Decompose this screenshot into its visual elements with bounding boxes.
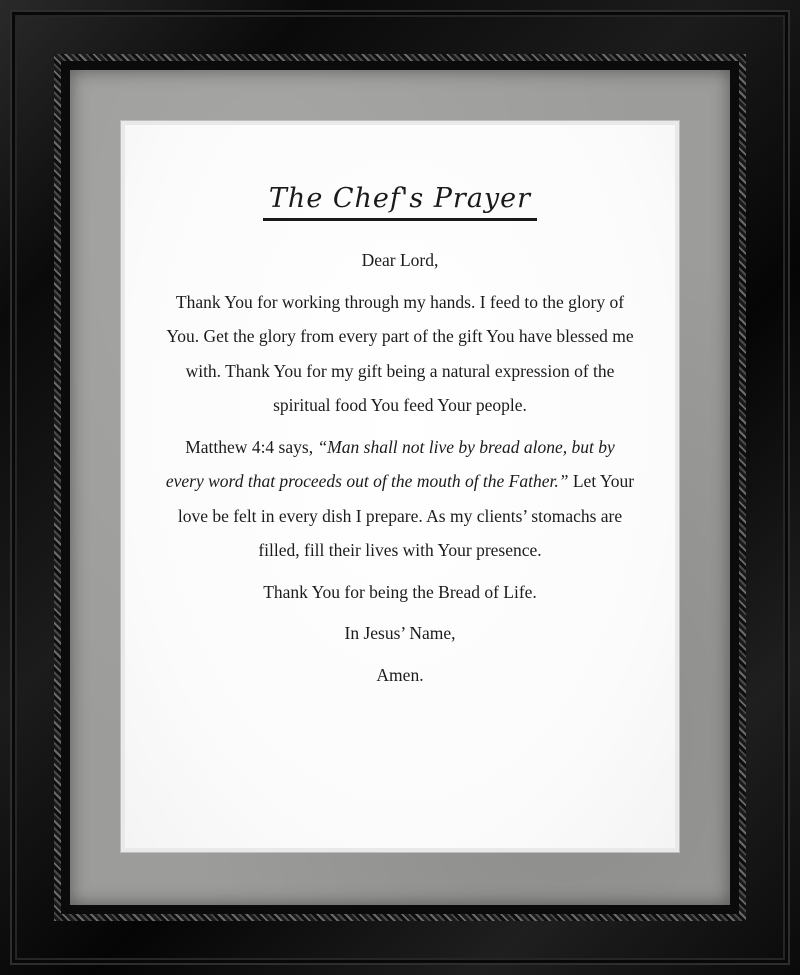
greeting: Dear Lord, <box>361 250 439 270</box>
paragraph-scripture <box>165 430 635 568</box>
scripture-rest: Let Your love be felt in every dish I prepare. As my clients’ stomachs are filled, fill their lives with Your presence. <box>177 471 635 560</box>
prayer-title <box>125 183 675 221</box>
prayer-title-text: The Chef's Prayer <box>263 183 537 221</box>
paragraph-gift: Thank You for working through my hands. I feed to the glory of You. Get the glory from every part of the gift You have blessed me with. Thank You for my gift being a natural expression of the spiritual food You feed Your people. <box>166 291 634 415</box>
prayer-paper <box>125 125 675 848</box>
amen-line: Amen. <box>376 664 424 685</box>
closing-line: In Jesus’ Name, <box>344 623 456 643</box>
scripture-quote: “Man shall not live by bread alone, but by every word that proceeds out of the mouth of the Father.” <box>165 436 615 491</box>
paragraph-bread-of-life: Thank You for being the Bread of Life. <box>263 581 537 602</box>
scripture-intro: Matthew 4:4 says, <box>185 436 318 457</box>
prayer-body <box>165 243 635 699</box>
